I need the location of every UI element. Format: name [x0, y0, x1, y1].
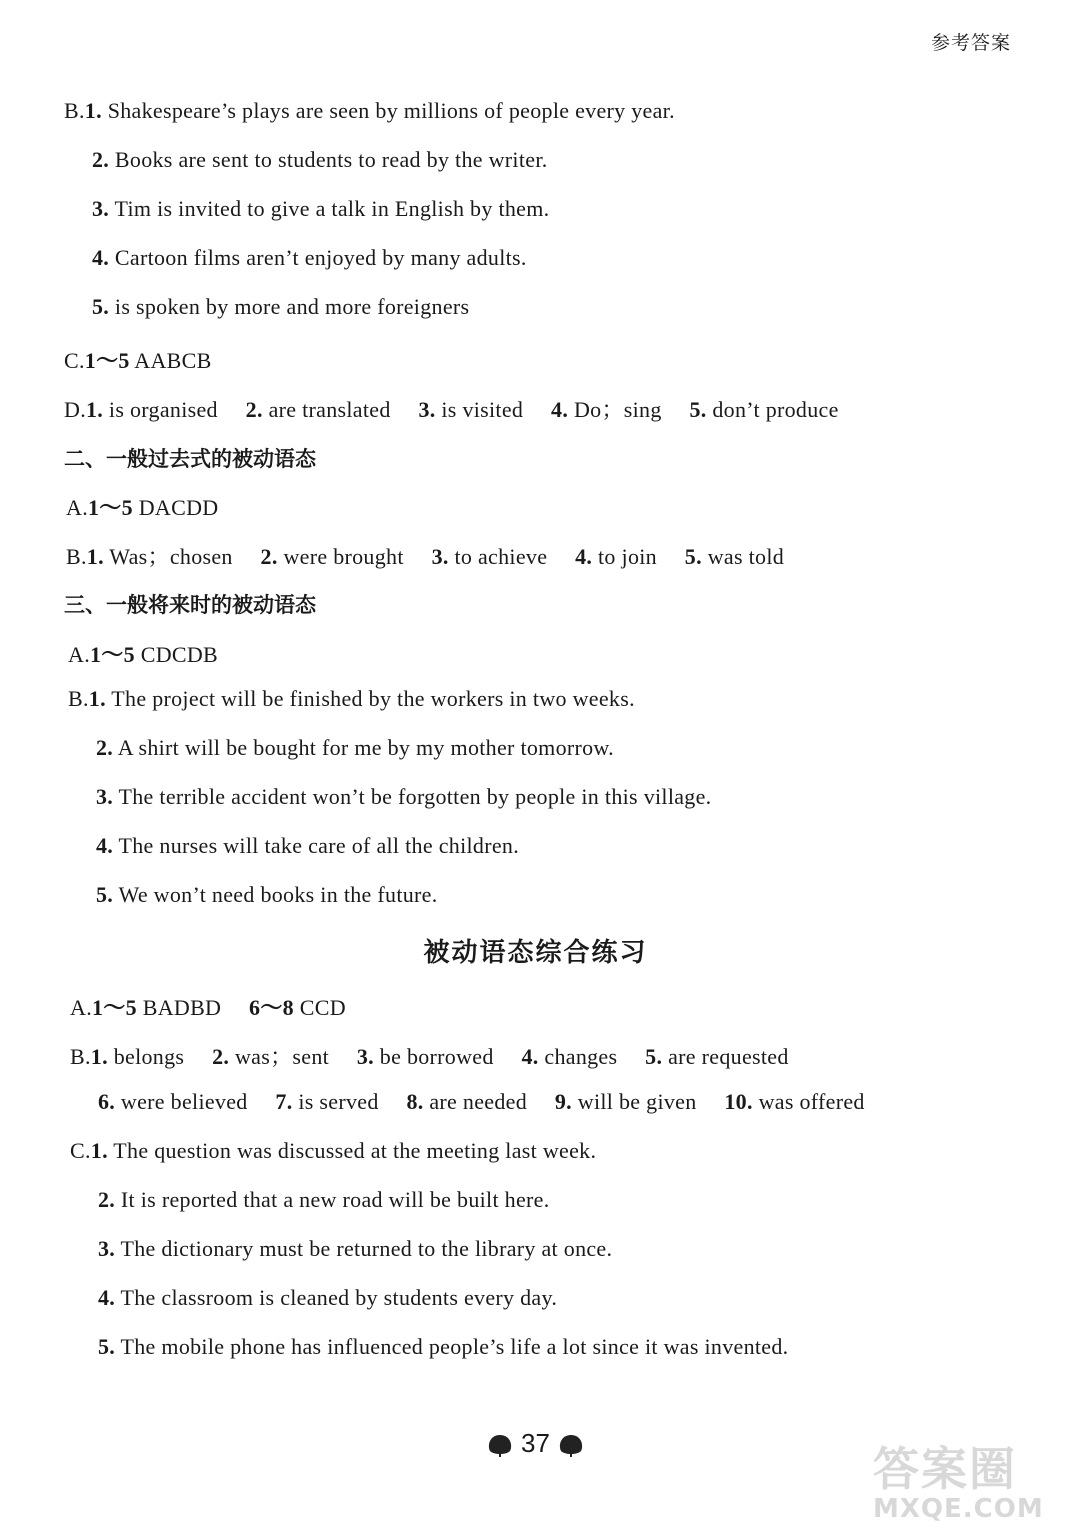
answer-line: 3. The dictionary must be returned to the library at once.	[98, 1236, 613, 1261]
page-number: 37	[521, 1428, 550, 1458]
watermark-url: MXQE.COM	[873, 1494, 1044, 1524]
section-title: 被动语态综合练习	[423, 938, 648, 968]
answer-line: B.1. Was；chosen 2. were brought 3. to achieve 4. to join 5. was told	[66, 544, 785, 569]
answer-line: 5. The mobile phone has influenced people’s life a lot since it was invented.	[98, 1334, 789, 1359]
answer-line: B.1. belongs 2. was；sent 3. be borrowed 4. changes 5. are requested	[70, 1044, 789, 1069]
section-heading: 二、一般过去式的被动语态	[64, 447, 316, 471]
answer-line: 6. were believed 7. is served 8. are needed 9. will be given 10. was offered	[98, 1089, 865, 1114]
answer-line: C.1. The question was discussed at the meeting last week.	[70, 1138, 597, 1163]
answer-line: B.1. Shakespeare’s plays are seen by millions of people every year.	[64, 98, 675, 123]
answer-line: 3. The terrible accident won’t be forgotten by people in this village.	[96, 784, 712, 809]
answer-line: 2. A shirt will be bought for me by my mother tomorrow.	[96, 735, 614, 760]
answer-line: A.1～5 BADBD 6～8 CCD	[70, 995, 346, 1020]
answer-line: D.1. is organised 2. are translated 3. is visited 4. Do；sing 5. don’t produce	[64, 397, 839, 422]
leaf-ornament-icon	[486, 1433, 514, 1457]
answer-line: B.1. The project will be finished by the workers in two weeks.	[68, 686, 635, 711]
leaf-ornament-icon	[557, 1433, 585, 1457]
page-header: 参考答案	[930, 32, 1011, 54]
answer-line: 2. Books are sent to students to read by the writer.	[92, 147, 548, 172]
section-heading: 三、一般将来时的被动语态	[64, 593, 316, 617]
answer-line: 3. Tim is invited to give a talk in English by them.	[92, 196, 550, 221]
watermark	[873, 1444, 1063, 1530]
answer-line: 4. Cartoon films aren’t enjoyed by many adults.	[92, 245, 527, 270]
answer-line: 5. We won’t need books in the future.	[96, 882, 438, 907]
answer-line: 4. The nurses will take care of all the children.	[96, 833, 519, 858]
answer-line: A.1～5 DACDD	[66, 495, 219, 520]
answer-line: 2. It is reported that a new road will be built here.	[98, 1187, 550, 1212]
answer-line: A.1～5 CDCDB	[68, 642, 219, 667]
answer-line: 5. is spoken by more and more foreigners	[92, 294, 470, 319]
answer-line: 4. The classroom is cleaned by students every day.	[98, 1285, 558, 1310]
watermark-text: 答案圈	[873, 1442, 1017, 1496]
answer-line: C.1～5 AABCB	[64, 348, 212, 373]
